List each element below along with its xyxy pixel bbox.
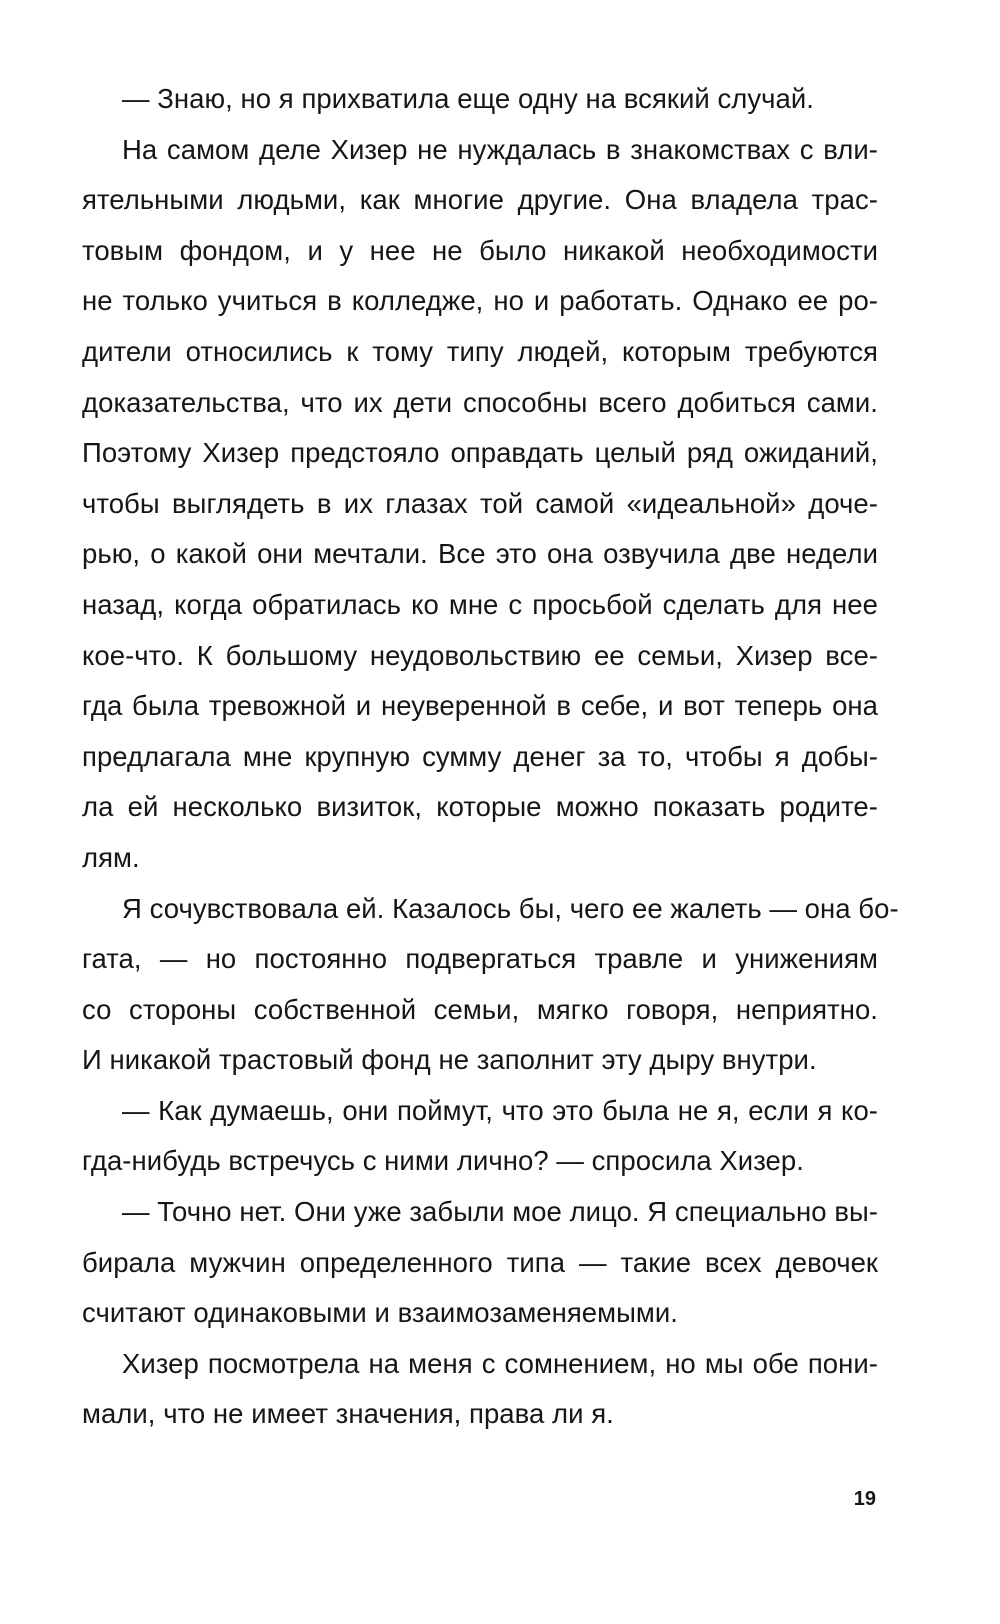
text-line: мали, что не имеет значения, права ли я. [82,1398,614,1430]
text-line: доказательства, что их дети способны всего добиться сами. [82,386,878,418]
paragraph [82,884,899,1086]
text-line: Поэтому Хизер предстояло оправдать целый ряд ожиданий, [82,437,878,469]
text-line: лям. [82,841,140,873]
paragraph [82,1187,878,1339]
text-line: бирала мужчин определенного типа — такие всех девочек [82,1246,878,1278]
text-line: товым фондом, и у нее не было никакой необходимости [82,234,878,266]
text-line: со стороны собственной семьи, мягко говоря, неприятно. [82,993,878,1025]
paragraph [82,125,878,884]
text-line: чтобы выглядеть в их глазах той самой «идеальной» доче- [82,487,878,519]
text-line: — Знаю, но я прихватила еще одну на всякий случай. [122,83,815,114]
text-line: гда была тревожной и неуверенной в себе, и вот теперь она [82,690,878,722]
page-number: 19 [853,1488,876,1510]
text-line: рью, о какой они мечтали. Все это она озвучила две недели [82,538,878,570]
book-page-text [82,74,899,1440]
text-line: И никакой трастовый фонд не заполнит эту дыру внутри. [82,1044,817,1076]
text-line: не только учиться в колледже, но и работать. Однако ее ро- [82,285,878,317]
text-line: считают одинаковыми и взаимозаменяемыми. [82,1297,678,1329]
text-line: — Как думаешь, они поймут, что это была не я, если я ко- [122,1094,878,1126]
text-line: ятельными людьми, как многие другие. Она владела трас- [82,184,878,216]
text-line: гата, — но постоянно подвергаться травле и унижениям [82,943,878,975]
text-line: На самом деле Хизер не нуждалась в знакомствах с вли- [122,133,878,165]
text-line: дители относились к тому типу людей, которым требуются [82,335,878,367]
text-line: кое-что. К большому неудовольствию ее семьи, Хизер все- [82,639,878,671]
text-line: гда-нибудь встречусь с ними лично? — спросила Хизер. [82,1145,804,1177]
text-line: ла ей несколько визиток, которые можно показать родите- [82,791,878,823]
text-line: предлагала мне крупную сумму денег за то, чтобы я добы- [82,740,878,772]
paragraph [82,1339,878,1440]
text-line: Я сочувствовала ей. Казалось бы, чего ее жалеть — она бо- [122,892,899,924]
text-line: Хизер посмотрела на меня с сомнением, но мы обе пони- [122,1347,878,1379]
paragraph [82,1086,878,1187]
text-line: назад, когда обратилась ко мне с просьбой сделать для нее [82,588,878,620]
text-line: — Точно нет. Они уже забыли мое лицо. Я специально вы- [122,1196,878,1228]
paragraph [82,74,878,125]
